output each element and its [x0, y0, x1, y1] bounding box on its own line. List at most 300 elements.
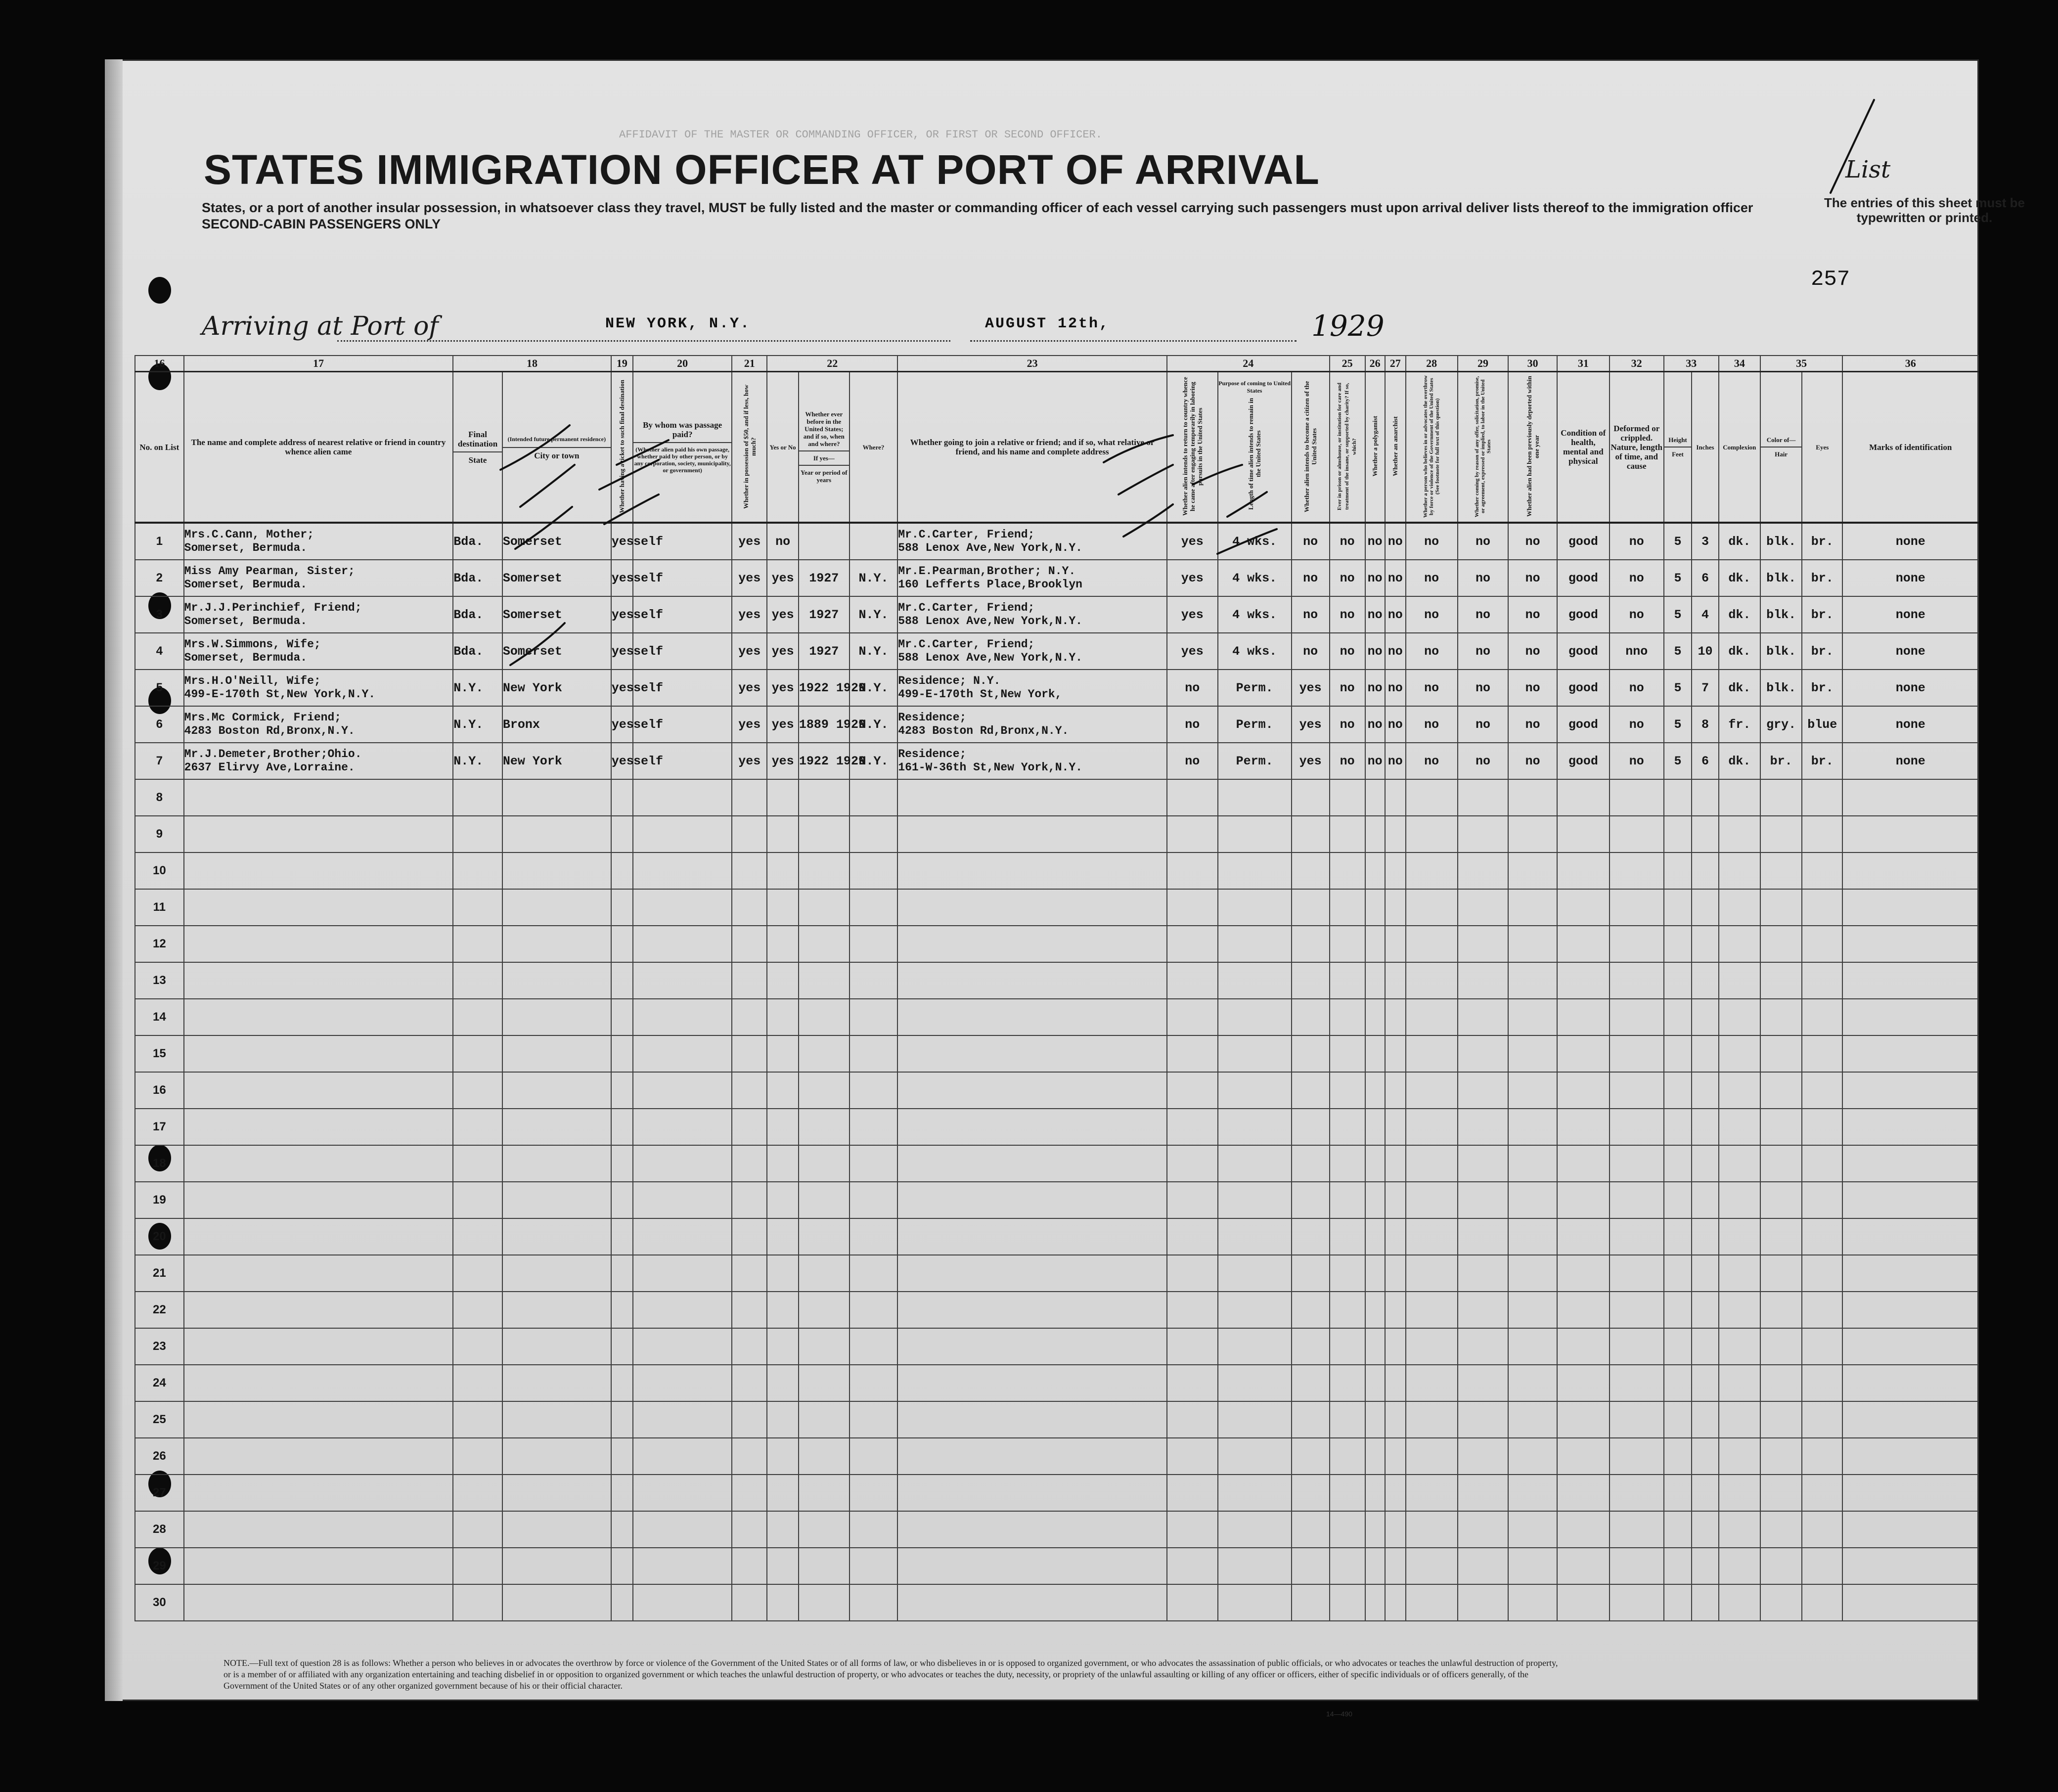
form-code: 14—490 [1326, 1710, 1352, 1718]
cell-before-years: 1927 [799, 560, 850, 596]
cell-empty [732, 1328, 767, 1365]
table-row-empty [135, 1255, 1978, 1292]
cell-empty [1610, 1438, 1664, 1475]
cell-empty [1842, 1218, 1978, 1255]
cell-empty [1330, 999, 1365, 1035]
cell-empty [1458, 1401, 1509, 1438]
cell-empty [1218, 816, 1292, 852]
cell-offer: no [1458, 706, 1509, 743]
cell-empty [502, 999, 611, 1035]
cell-empty [1385, 1328, 1406, 1365]
cell-empty [1292, 1255, 1330, 1292]
cell-empty [1330, 1292, 1365, 1328]
manifest-table-wrap [134, 355, 1979, 1682]
cell-empty [1664, 1365, 1692, 1401]
cell-empty [1760, 1035, 1802, 1072]
cell-empty [1292, 1511, 1330, 1548]
cell-complexion: dk. [1719, 596, 1760, 633]
cell-empty [1365, 926, 1385, 962]
cell-overthrow: no [1406, 743, 1458, 779]
cell-no: 20 [135, 1218, 184, 1255]
header-polygamist: Whether a polygamist [1365, 372, 1385, 523]
cell-empty [732, 1438, 767, 1475]
cell-empty [1365, 1109, 1385, 1145]
cell-empty [1664, 1438, 1692, 1475]
cell-empty [1760, 926, 1802, 962]
cell-offer: no [1458, 596, 1509, 633]
cell-empty [1365, 1035, 1385, 1072]
cell-empty [1218, 1401, 1292, 1438]
cell-empty [633, 1072, 732, 1109]
cell-empty [1719, 1438, 1760, 1475]
cell-empty [1719, 1145, 1760, 1182]
cell-empty [1458, 1218, 1509, 1255]
cell-deformed: no [1610, 670, 1664, 706]
cell-before-years [799, 523, 850, 560]
cell-empty [1365, 1292, 1385, 1328]
cell-empty [633, 1328, 732, 1365]
cell-empty [633, 1182, 732, 1218]
cell-empty [1802, 999, 1842, 1035]
colnum: 26 [1365, 356, 1385, 372]
cell-empty [633, 1255, 732, 1292]
cell-paid-by: self [633, 743, 732, 779]
table-row [135, 596, 1978, 633]
cell-empty [1557, 1365, 1610, 1401]
cell-relative [184, 633, 453, 670]
cell-empty [1557, 1475, 1610, 1511]
cell-empty [799, 1438, 850, 1475]
cell-stay: 4 wks. [1218, 523, 1292, 560]
cell-empty [1842, 889, 1978, 926]
cell-empty [611, 1182, 633, 1218]
cell-empty [897, 1292, 1167, 1328]
header-eyes: Eyes [1802, 372, 1842, 523]
cell-empty [799, 779, 850, 816]
cell-empty [1719, 779, 1760, 816]
colnum: 19 [611, 356, 633, 372]
cell-empty [1760, 1109, 1802, 1145]
cell-inches: 6 [1692, 743, 1718, 779]
cell-empty [633, 962, 732, 999]
cell-empty [1692, 1328, 1718, 1365]
cell-line: 4283 Boston Rd,Bronx,N.Y. [184, 724, 355, 737]
cell-join [897, 706, 1167, 743]
cell-empty [1760, 1292, 1802, 1328]
table-row-empty [135, 1109, 1978, 1145]
cell-empty [799, 926, 850, 962]
cell-empty [1557, 1328, 1610, 1365]
cell-empty [1664, 889, 1692, 926]
cell-deported: no [1508, 743, 1557, 779]
cell-empty [1406, 1475, 1458, 1511]
cell-empty [184, 1218, 453, 1255]
cell-empty [1842, 926, 1978, 962]
cell-empty [732, 1365, 767, 1401]
cell-empty [1719, 889, 1760, 926]
cell-empty [1167, 1035, 1218, 1072]
cell-empty [1508, 1109, 1557, 1145]
cell-empty [1610, 889, 1664, 926]
cell-empty [1692, 889, 1718, 926]
table-row [135, 523, 1978, 560]
cell-polygamist: no [1365, 670, 1385, 706]
manifest-sheet [105, 59, 2025, 1718]
cell-empty [1664, 1218, 1692, 1255]
cell-polygamist: no [1365, 743, 1385, 779]
cell-empty [767, 999, 799, 1035]
cell-empty [732, 1145, 767, 1182]
colnum: 31 [1557, 356, 1610, 372]
cell-empty [611, 852, 633, 889]
cell-empty [1406, 1182, 1458, 1218]
cell-empty [799, 1401, 850, 1438]
cell-line: 499-E-170th St,New York,N.Y. [184, 688, 376, 701]
cell-empty [184, 1145, 453, 1182]
cell-deformed: no [1610, 560, 1664, 596]
header-purpose: Purpose of coming to United States [1218, 379, 1291, 394]
cell-empty [1692, 1182, 1718, 1218]
cell-hair: blk. [1760, 523, 1802, 560]
cell-anarchist: no [1385, 560, 1406, 596]
colnum: 24 [1167, 356, 1330, 372]
cell-empty [897, 1218, 1167, 1255]
cell-empty [1458, 1584, 1509, 1621]
cell-empty [611, 1328, 633, 1365]
cell-empty [453, 779, 502, 816]
cell-empty [1692, 1292, 1718, 1328]
cell-empty [732, 1255, 767, 1292]
cell-feet: 5 [1664, 560, 1692, 596]
cell-empty [1385, 1365, 1406, 1401]
cell-complexion: dk. [1719, 633, 1760, 670]
cell-state: N.Y. [453, 670, 502, 706]
cell-empty [1802, 1401, 1842, 1438]
cell-empty [1760, 999, 1802, 1035]
cell-eyes: blue [1802, 706, 1842, 743]
cell-prison: no [1330, 523, 1365, 560]
cell-empty [1664, 999, 1692, 1035]
header-city [502, 372, 611, 523]
cell-empty [611, 1255, 633, 1292]
table-row [135, 560, 1978, 596]
cell-no: 23 [135, 1328, 184, 1365]
cell-empty [850, 1218, 898, 1255]
cell-empty [1508, 1365, 1557, 1401]
cell-empty [850, 779, 898, 816]
cell-health: good [1557, 743, 1610, 779]
cell-state: Bda. [453, 560, 502, 596]
cell-line: 499-E-170th St,New York, [898, 688, 1062, 701]
cell-empty [1365, 1584, 1385, 1621]
cell-empty [1760, 1365, 1802, 1401]
table-row-empty [135, 1145, 1978, 1182]
cell-deformed: no [1610, 596, 1664, 633]
cell-before-where [850, 523, 898, 560]
cell-empty [633, 1584, 732, 1621]
cell-empty [1385, 1438, 1406, 1475]
cell-deported: no [1508, 523, 1557, 560]
binding-hole [148, 277, 171, 304]
cell-empty [184, 889, 453, 926]
cell-stay: Perm. [1218, 706, 1292, 743]
cell-empty [453, 1255, 502, 1292]
cell-empty [1406, 852, 1458, 889]
cell-empty [1167, 1328, 1218, 1365]
cell-hair: gry. [1760, 706, 1802, 743]
cell-empty [1610, 1584, 1664, 1621]
cell-empty [1842, 1584, 1978, 1621]
cell-before-where: N.Y. [850, 633, 898, 670]
cell-empty [897, 1328, 1167, 1365]
cell-before: yes [767, 670, 799, 706]
cell-empty [1458, 1328, 1509, 1365]
cell-empty [1292, 1145, 1330, 1182]
cell-empty [1802, 1109, 1842, 1145]
cell-relative [184, 596, 453, 633]
cell-empty [1330, 816, 1365, 852]
cell-empty [1406, 779, 1458, 816]
cell-empty [184, 1292, 453, 1328]
cell-empty [1365, 1365, 1385, 1401]
cell-line: Residence; N.Y. [898, 674, 1001, 687]
cell-empty [1760, 1182, 1802, 1218]
cell-empty [799, 816, 850, 852]
header-if-yes: If yes— [799, 450, 849, 462]
cell-empty [897, 1109, 1167, 1145]
cell-empty [897, 1145, 1167, 1182]
cell-empty [897, 1365, 1167, 1401]
cell-empty [1330, 1109, 1365, 1145]
cell-empty [1330, 1438, 1365, 1475]
cell-empty [1167, 816, 1218, 852]
cell-empty [897, 999, 1167, 1035]
cell-before: yes [767, 633, 799, 670]
cell-empty [1610, 1182, 1664, 1218]
cell-empty [1557, 1511, 1610, 1548]
cell-empty [1760, 1511, 1802, 1548]
cell-empty [1719, 1328, 1760, 1365]
cell-empty [633, 852, 732, 889]
cell-empty [1292, 889, 1330, 926]
cell-empty [1292, 926, 1330, 962]
cell-empty [633, 1548, 732, 1584]
cell-empty [502, 1109, 611, 1145]
cell-empty [1365, 1511, 1385, 1548]
cell-city: Somerset [502, 523, 611, 560]
cell-empty [1292, 962, 1330, 999]
cell-empty [850, 1548, 898, 1584]
cell-empty [897, 1255, 1167, 1292]
cell-no: 17 [135, 1109, 184, 1145]
cell-empty [502, 1548, 611, 1584]
cell-complexion: dk. [1719, 523, 1760, 560]
cell-overthrow: no [1406, 560, 1458, 596]
cell-eyes: br. [1802, 633, 1842, 670]
cell-empty [850, 1584, 898, 1621]
cell-city: New York [502, 743, 611, 779]
cell-relative [184, 743, 453, 779]
cell-empty [1610, 999, 1664, 1035]
cell-empty [453, 926, 502, 962]
cell-empty [633, 889, 732, 926]
cell-ticket: yes [611, 743, 633, 779]
cell-empty [1664, 1328, 1692, 1365]
cell-empty [1385, 1145, 1406, 1182]
cell-empty [1218, 1109, 1292, 1145]
cell-empty [767, 1145, 799, 1182]
cell-empty [1802, 1182, 1842, 1218]
cell-empty [502, 1072, 611, 1109]
cell-empty [799, 1145, 850, 1182]
cell-marks: none [1842, 596, 1978, 633]
cell-empty [1692, 852, 1718, 889]
cell-empty [1330, 1145, 1365, 1182]
colnum: 23 [897, 356, 1167, 372]
table-row [135, 670, 1978, 706]
cell-empty [453, 999, 502, 1035]
cell-empty [1692, 1548, 1718, 1584]
cell-polygamist: no [1365, 560, 1385, 596]
cell-money: yes [732, 596, 767, 633]
cell-empty [850, 1035, 898, 1072]
cell-paid-by: self [633, 596, 732, 633]
cell-inches: 6 [1692, 560, 1718, 596]
cell-empty [1719, 1035, 1760, 1072]
cell-empty [1458, 852, 1509, 889]
cell-empty [1557, 1255, 1610, 1292]
cell-empty [611, 926, 633, 962]
cell-empty [1167, 1072, 1218, 1109]
cell-empty [1610, 1292, 1664, 1328]
cell-empty [732, 816, 767, 852]
table-row-empty [135, 1365, 1978, 1401]
cell-empty [1692, 999, 1718, 1035]
header-deformed: Deformed or crippled. Nature, length of time, and cause [1610, 372, 1664, 523]
header-state [453, 372, 502, 523]
cell-no: 4 [135, 633, 184, 670]
cell-empty [611, 1548, 633, 1584]
cell-empty [732, 852, 767, 889]
cell-before-where: N.Y. [850, 596, 898, 633]
footnote-q28: NOTE.—Full text of question 28 is as follows: Whether a person who believes in or advocates the overthrow by force or violence of the Government of the United States or of all forms of law, or who disbelieves in or is opposed to organized government, or who advocates the assassination of public officials, or who advocates or teaches the unlawful destruction of property, or is a member of or affiliated with any organization entertaining and teaching disbelief in or opposition to organized government or which teaches the unlawful destruction of property, or who advocates or teaches the duty, necessity, or propriety of the unlawful assaulting or killing of any officer or officers, either of specific individuals or of officers generally, of the Government of the United States or of any other organized government because of his or their official character. [224, 1658, 1558, 1691]
cell-empty [1719, 1365, 1760, 1401]
cell-ticket: yes [611, 706, 633, 743]
cell-before-where: N.Y. [850, 670, 898, 706]
table-row-empty [135, 1548, 1978, 1584]
cell-empty [1842, 1548, 1978, 1584]
cell-overthrow: no [1406, 633, 1458, 670]
cell-empty [1802, 1511, 1842, 1548]
cell-empty [184, 1475, 453, 1511]
colnum: 30 [1508, 356, 1557, 372]
cell-empty [897, 1511, 1167, 1548]
cell-line: 4283 Boston Rd,Bronx,N.Y. [898, 724, 1069, 737]
cell-empty [1385, 999, 1406, 1035]
cell-empty [611, 962, 633, 999]
cell-empty [184, 1328, 453, 1365]
cell-empty [633, 1292, 732, 1328]
cell-line: Mr.E.Pearman,Brother; N.Y. [898, 565, 1076, 578]
cell-empty [1664, 816, 1692, 852]
cell-empty [1365, 1401, 1385, 1438]
cell-marks: none [1842, 670, 1978, 706]
cell-deformed: no [1610, 523, 1664, 560]
cell-empty [1458, 1145, 1509, 1182]
cell-line: Mrs.Mc Cormick, Friend; [184, 711, 342, 724]
cell-empty [1365, 1218, 1385, 1255]
cell-empty [1508, 1182, 1557, 1218]
cell-overthrow: no [1406, 706, 1458, 743]
header-complexion: Complexion [1719, 372, 1760, 523]
cell-empty [1385, 1401, 1406, 1438]
cell-empty [1842, 1401, 1978, 1438]
cell-empty [633, 1475, 732, 1511]
cell-empty [184, 1584, 453, 1621]
cell-health: good [1557, 596, 1610, 633]
cell-empty [1330, 1072, 1365, 1109]
cell-empty [767, 779, 799, 816]
cell-empty [732, 1401, 767, 1438]
cell-no: 25 [135, 1401, 184, 1438]
cell-empty [1167, 1438, 1218, 1475]
cell-before-years: 1927 [799, 633, 850, 670]
cell-empty [1292, 1218, 1330, 1255]
cell-line: 588 Lenox Ave,New York,N.Y. [898, 541, 1082, 554]
cell-empty [897, 1401, 1167, 1438]
cell-empty [502, 1328, 611, 1365]
cell-empty [502, 1511, 611, 1548]
cell-join [897, 633, 1167, 670]
cell-empty [1365, 889, 1385, 926]
cell-empty [1385, 1218, 1406, 1255]
colnum: 22 [767, 356, 897, 372]
cell-empty [633, 779, 732, 816]
cell-empty [1664, 1182, 1692, 1218]
cell-empty [1330, 1255, 1365, 1292]
cell-empty [1664, 1548, 1692, 1584]
cell-line: Residence; [898, 748, 967, 761]
cell-empty [1557, 1438, 1610, 1475]
cell-empty [1406, 1401, 1458, 1438]
cell-money: yes [732, 633, 767, 670]
cell-offer: no [1458, 743, 1509, 779]
cell-line: Mrs.W.Simmons, Wife; [184, 638, 321, 651]
cell-empty [767, 816, 799, 852]
cell-empty [1557, 1072, 1610, 1109]
table-row [135, 743, 1978, 779]
cell-empty [1458, 1438, 1509, 1475]
table-row-empty [135, 1182, 1978, 1218]
cell-city: Somerset [502, 633, 611, 670]
table-row-empty [135, 1438, 1978, 1475]
cell-empty [799, 1292, 850, 1328]
cell-empty [1167, 1218, 1218, 1255]
cell-no: 5 [135, 670, 184, 706]
cell-no: 1 [135, 523, 184, 560]
cell-empty [184, 1365, 453, 1401]
cell-empty [1330, 1475, 1365, 1511]
cell-empty [1406, 889, 1458, 926]
cell-empty [1458, 1365, 1509, 1401]
cell-empty [1842, 816, 1978, 852]
header-color-of: Color of— [1766, 436, 1796, 444]
cell-empty [1365, 1475, 1385, 1511]
cell-empty [1610, 1548, 1664, 1584]
cell-no: 27 [135, 1475, 184, 1511]
cell-empty [1365, 962, 1385, 999]
cell-empty [1385, 1292, 1406, 1328]
